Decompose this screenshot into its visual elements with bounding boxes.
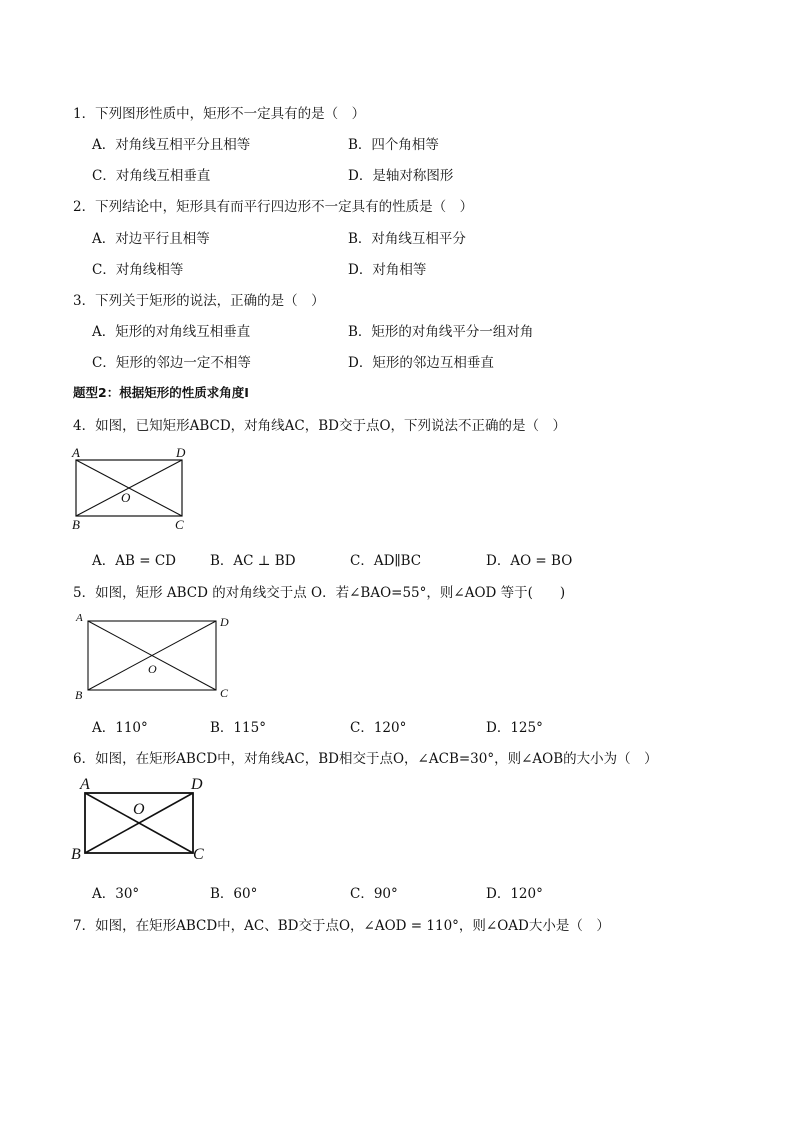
q3-option-d: D．矩形的邻边互相垂直 [348, 355, 494, 371]
q2-option-d: D．对角相等 [348, 262, 427, 278]
q5-stem: 5．如图，矩形 ABCD 的对角线交于点 O．若∠BAO=55°，则∠AOD 等于( ) [73, 585, 566, 601]
q4-label-a: A [72, 445, 80, 460]
q3-option-b: B．矩形的对角线平分一组对角 [348, 324, 534, 340]
q5-label-c: C [220, 686, 229, 700]
q6-stem: 6．如图，在矩形ABCD中，对角线AC，BD相交于点O，∠ACB=30°，则∠AOB的大小为（ ） [73, 751, 658, 767]
q5-label-a: A [76, 612, 83, 624]
q4-label-o: O [121, 490, 131, 505]
q5-option-b: B．115° [210, 720, 266, 736]
q4-label-c: C [175, 517, 184, 532]
q6-option-b: B．60° [210, 886, 258, 902]
q5-option-a: A．110° [92, 720, 148, 736]
q3-stem: 3．下列关于矩形的说法，正确的是（ ） [73, 293, 325, 309]
q4-label-d: D [176, 445, 186, 460]
q5-rectangle-diagram [80, 615, 225, 697]
q4-option-b: B．AC ⊥ BD [210, 553, 296, 569]
q6-option-a: A．30° [92, 886, 140, 902]
q6-label-o: O [133, 801, 145, 818]
q6-label-a: A [80, 776, 90, 793]
q4-option-d: D．AO = BO [486, 553, 573, 569]
q6-option-d: D．120° [486, 886, 543, 902]
q2-option-a: A．对边平行且相等 [92, 231, 210, 247]
q4-option-a: A．AB = CD [92, 553, 176, 569]
q2-option-c: C．对角线相等 [92, 262, 184, 278]
q1-option-c: C．对角线互相垂直 [92, 168, 211, 184]
q6-label-c: C [193, 846, 204, 863]
q4-stem: 4．如图，已知矩形ABCD，对角线AC，BD交于点O，下列说法不正确的是（ ） [73, 418, 567, 434]
q5-label-b: B [75, 688, 83, 702]
q6-option-c: C．90° [350, 886, 398, 902]
q6-label-d: D [191, 776, 203, 793]
q1-option-b: B．四个角相等 [348, 137, 439, 153]
q6-label-b: B [71, 846, 81, 863]
q6-rectangle-diagram [80, 786, 200, 860]
q7-stem: 7．如图，在矩形ABCD中，AC、BD交于点O，∠AOD = 110°，则∠OAD大小是（ ） [73, 918, 610, 934]
q5-option-d: D．125° [486, 720, 543, 736]
q5-label-o: O [148, 662, 157, 676]
q1-option-a: A．对角线互相平分且相等 [92, 137, 251, 153]
q4-option-c: C．AD∥BC [350, 553, 422, 569]
q3-option-a: A．矩形的对角线互相垂直 [92, 324, 251, 340]
section-heading: 题型2：根据矩形的性质求角度Ⅰ [73, 385, 249, 400]
q5-label-d: D [220, 615, 229, 629]
q2-stem: 2．下列结论中，矩形具有而平行四边形不一定具有的性质是（ ） [73, 199, 474, 215]
q1-option-d: D．是轴对称图形 [348, 168, 454, 184]
q3-option-c: C．矩形的邻边一定不相等 [92, 355, 251, 371]
q2-option-b: B．对角线互相平分 [348, 231, 466, 247]
q4-label-b: B [72, 517, 80, 532]
q1-stem: 1．下列图形性质中，矩形不一定具有的是（ ） [73, 106, 366, 122]
q5-option-c: C．120° [350, 720, 407, 736]
